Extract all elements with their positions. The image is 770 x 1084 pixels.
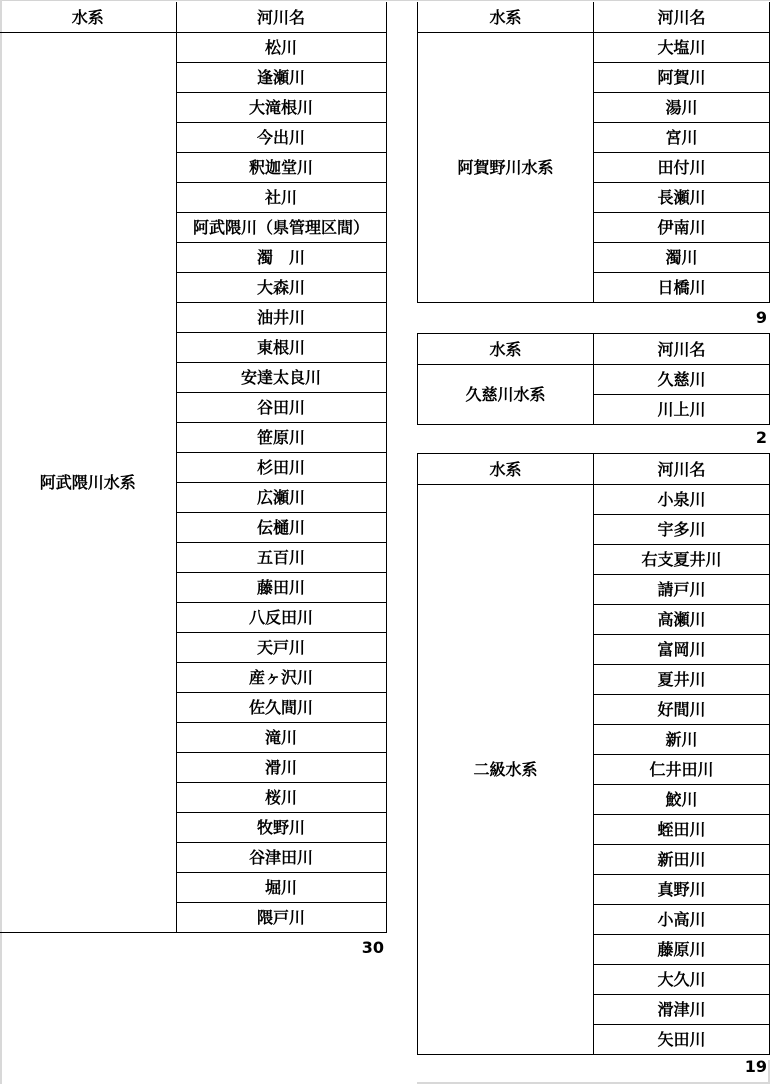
river-name-cell: 新田川: [594, 845, 770, 875]
header-system: 水系: [418, 2, 594, 33]
river-name-cell: 堀川: [176, 873, 386, 903]
system-name-cell: 二級水系: [418, 485, 594, 1055]
river-name-cell: 右支夏井川: [594, 545, 770, 575]
river-name-cell: 八反田川: [176, 603, 386, 633]
kuji-count: 2: [755, 428, 767, 447]
second-class-count: 19: [744, 1057, 767, 1076]
table-header-row: [418, 454, 770, 485]
river-name-cell: 日橋川: [594, 273, 770, 303]
river-name-cell: 隈戸川: [176, 903, 386, 933]
table-header-row: [0, 2, 386, 33]
river-name-cell: 伊南川: [594, 213, 770, 243]
river-name-cell: 仁井田川: [594, 755, 770, 785]
table-row: [418, 33, 770, 63]
river-name-cell: 高瀬川: [594, 605, 770, 635]
agano-rows: [418, 33, 770, 303]
river-name-cell: 滝川: [176, 723, 386, 753]
kuji-river-table: [417, 333, 770, 425]
system-name-cell: 阿賀野川水系: [418, 33, 594, 303]
agano-river-table: [417, 2, 770, 303]
river-name-cell: 安達太良川: [176, 363, 386, 393]
river-name-cell: 笹原川: [176, 423, 386, 453]
table-row: [418, 365, 770, 395]
system-name-cell: 久慈川水系: [418, 365, 594, 425]
river-name-cell: 夏井川: [594, 665, 770, 695]
agano-count: 9: [755, 308, 767, 327]
river-name-cell: 牧野川: [176, 813, 386, 843]
system-name-cell: 阿武隈川水系: [0, 33, 176, 933]
river-name-cell: 釈迦堂川: [176, 153, 386, 183]
river-name-cell: 請戸川: [594, 575, 770, 605]
river-name-cell: 広瀬川: [176, 483, 386, 513]
river-name-cell: 谷田川: [176, 393, 386, 423]
river-name-cell: 矢田川: [594, 1025, 770, 1055]
river-name-cell: 川上川: [594, 395, 770, 425]
river-name-cell: 天戸川: [176, 633, 386, 663]
river-name-cell: 杉田川: [176, 453, 386, 483]
table-row: [0, 33, 386, 63]
river-name-cell: 蛭田川: [594, 815, 770, 845]
abukuma-rows: [0, 33, 386, 933]
second-class-rows: [418, 485, 770, 1055]
river-name-cell: 宇多川: [594, 515, 770, 545]
river-name-cell: 富岡川: [594, 635, 770, 665]
river-name-cell: 東根川: [176, 333, 386, 363]
header-system: 水系: [0, 2, 176, 33]
header-system: 水系: [418, 334, 594, 365]
header-river: 河川名: [176, 2, 386, 33]
river-name-cell: 阿賀川: [594, 63, 770, 93]
header-system: 水系: [418, 454, 594, 485]
river-name-cell: 大森川: [176, 273, 386, 303]
top-border: [0, 0, 770, 1]
river-name-cell: 大久川: [594, 965, 770, 995]
kuji-rows: [418, 365, 770, 425]
river-name-cell: 産ヶ沢川: [176, 663, 386, 693]
river-name-cell: 濁 川: [176, 243, 386, 273]
river-name-cell: 好間川: [594, 695, 770, 725]
abukuma-count: 30: [361, 938, 384, 957]
river-name-cell: 真野川: [594, 875, 770, 905]
river-name-cell: 逢瀬川: [176, 63, 386, 93]
river-name-cell: 油井川: [176, 303, 386, 333]
header-river: 河川名: [594, 454, 770, 485]
river-name-cell: 阿武隈川（県管理区間）: [176, 213, 386, 243]
river-name-cell: 濁川: [594, 243, 770, 273]
river-name-cell: 久慈川: [594, 365, 770, 395]
river-name-cell: 大滝根川: [176, 93, 386, 123]
river-name-cell: 小高川: [594, 905, 770, 935]
river-name-cell: 伝樋川: [176, 513, 386, 543]
river-name-cell: 大塩川: [594, 33, 770, 63]
river-name-cell: 滑川: [176, 753, 386, 783]
river-name-cell: 新川: [594, 725, 770, 755]
header-river: 河川名: [594, 2, 770, 33]
river-name-cell: 佐久間川: [176, 693, 386, 723]
river-name-cell: 松川: [176, 33, 386, 63]
river-name-cell: 藤田川: [176, 573, 386, 603]
river-name-cell: 桜川: [176, 783, 386, 813]
river-name-cell: 社川: [176, 183, 386, 213]
river-name-cell: 滑津川: [594, 995, 770, 1025]
river-name-cell: 谷津田川: [176, 843, 386, 873]
river-name-cell: 五百川: [176, 543, 386, 573]
river-name-cell: 小泉川: [594, 485, 770, 515]
table-row: [418, 485, 770, 515]
abukuma-river-table: [0, 2, 387, 933]
table-header-row: [418, 334, 770, 365]
river-name-cell: 鮫川: [594, 785, 770, 815]
river-name-cell: 藤原川: [594, 935, 770, 965]
river-name-cell: 今出川: [176, 123, 386, 153]
river-name-cell: 長瀬川: [594, 183, 770, 213]
river-name-cell: 宮川: [594, 123, 770, 153]
river-name-cell: 湯川: [594, 93, 770, 123]
second-class-river-table: [417, 453, 770, 1055]
header-river: 河川名: [594, 334, 770, 365]
river-name-cell: 田付川: [594, 153, 770, 183]
table-header-row: [418, 2, 770, 33]
